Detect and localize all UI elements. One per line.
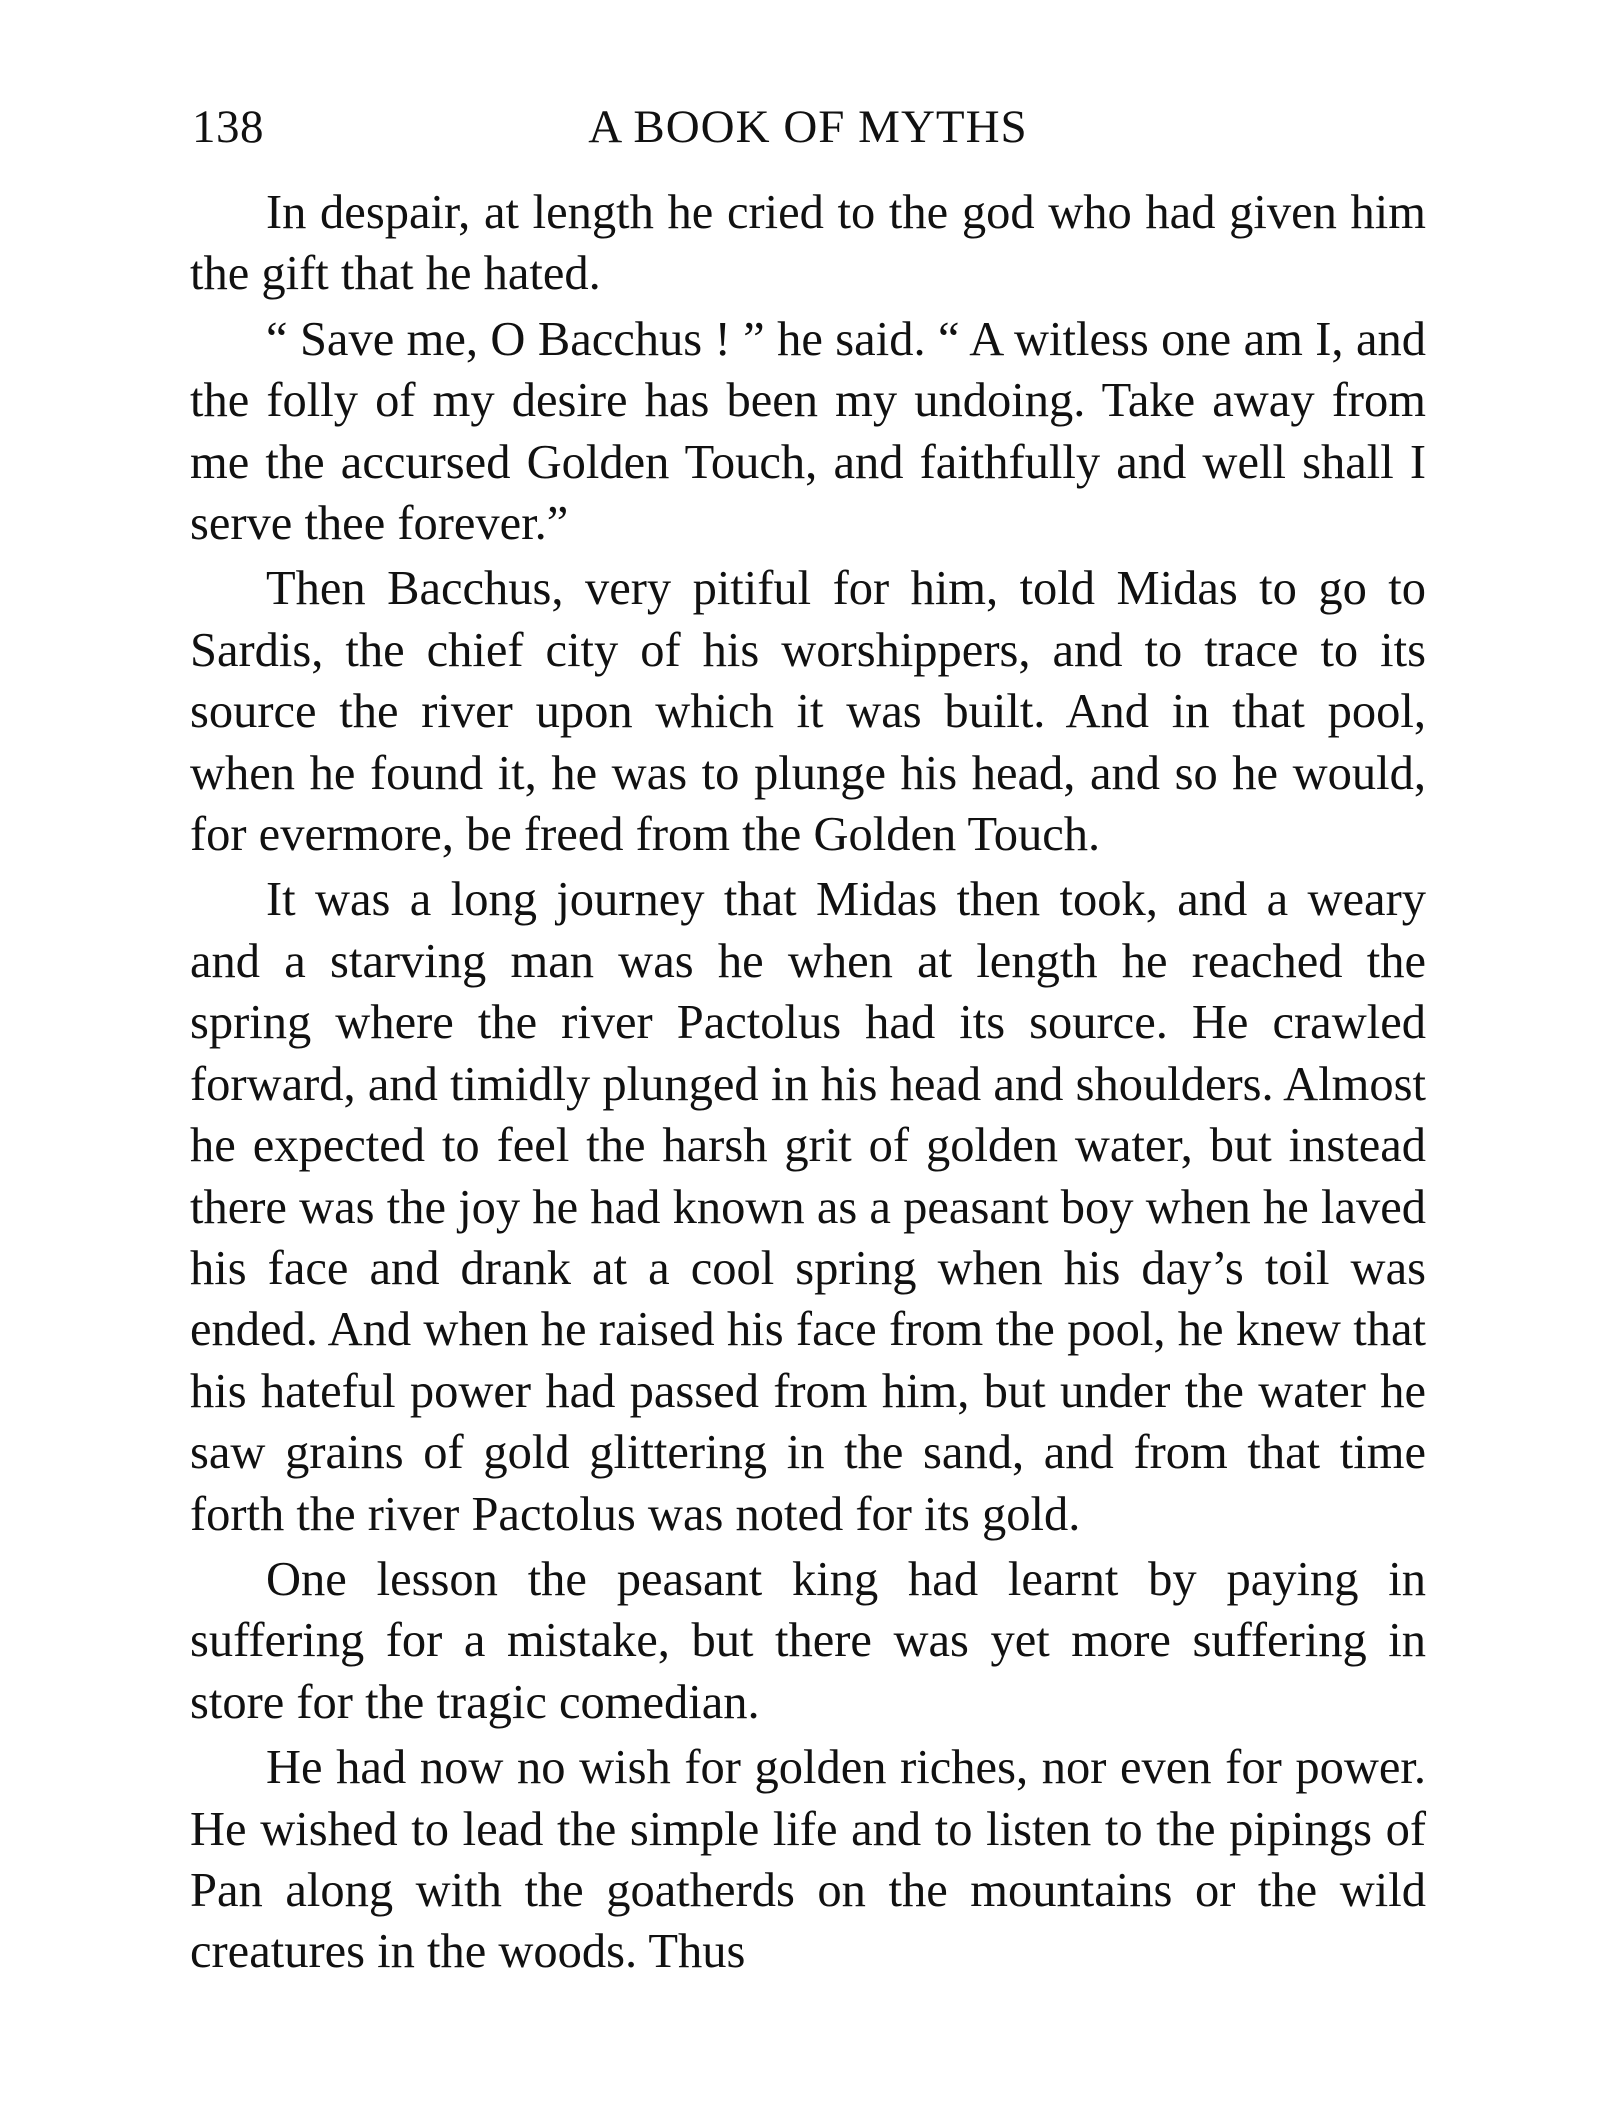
paragraph: “ Save me, O Bacchus ! ” he said. “ A witless one am I, and the folly of my desire has been my undoing. Take away from me the accursed Golden Touch, and faithfully and well shall I serve thee forever.” [190,312,1426,551]
body-text [190,182,1426,1983]
book-page [190,92,1426,1987]
page-number: 138 [192,101,264,153]
paragraph: One lesson the peasant king had learnt by paying in suffering for a mistake, but there was yet more suffering in store for the tragic comedian. [190,1552,1426,1729]
paragraph: Then Bacchus, very pitiful for him, told Midas to go to Sardis, the chief city of his worshippers, and to trace to its source the river upon which it was built. And in that pool, when he found it, he was to plunge his head, and so he would, for evermore, be freed from the Golden Touch. [190,562,1426,862]
running-head [190,92,1426,162]
paragraph: It was a long journey that Midas then took, and a weary and a starving man was he when at length he reached the spring where the river Pactolus had its source. He crawled forward, and timidly plunged in his head and shoulders. Almost he expected to feel the harsh grit of golden water, but instead there was the joy he had known as a peasant boy when he laved his face and drank at a cool spring when his day’s toil was ended. And when he raised his face from the pool, he knew that his hateful power had passed from him, but under the water he saw grains of gold glittering in the sand, and from that time forth the river Pactolus was noted for its gold. [190,873,1426,1541]
book-title: A BOOK OF MYTHS [588,101,1028,153]
paragraph: In despair, at length he cried to the god who had given him the gift that he hated. [190,186,1426,301]
paragraph: He had now no wish for golden riches, nor even for power. He wished to lead the simple life and to listen to the pipings of Pan along with the goatherds on the mountains or the wild creatures in the woods. Thus [190,1741,1426,1979]
